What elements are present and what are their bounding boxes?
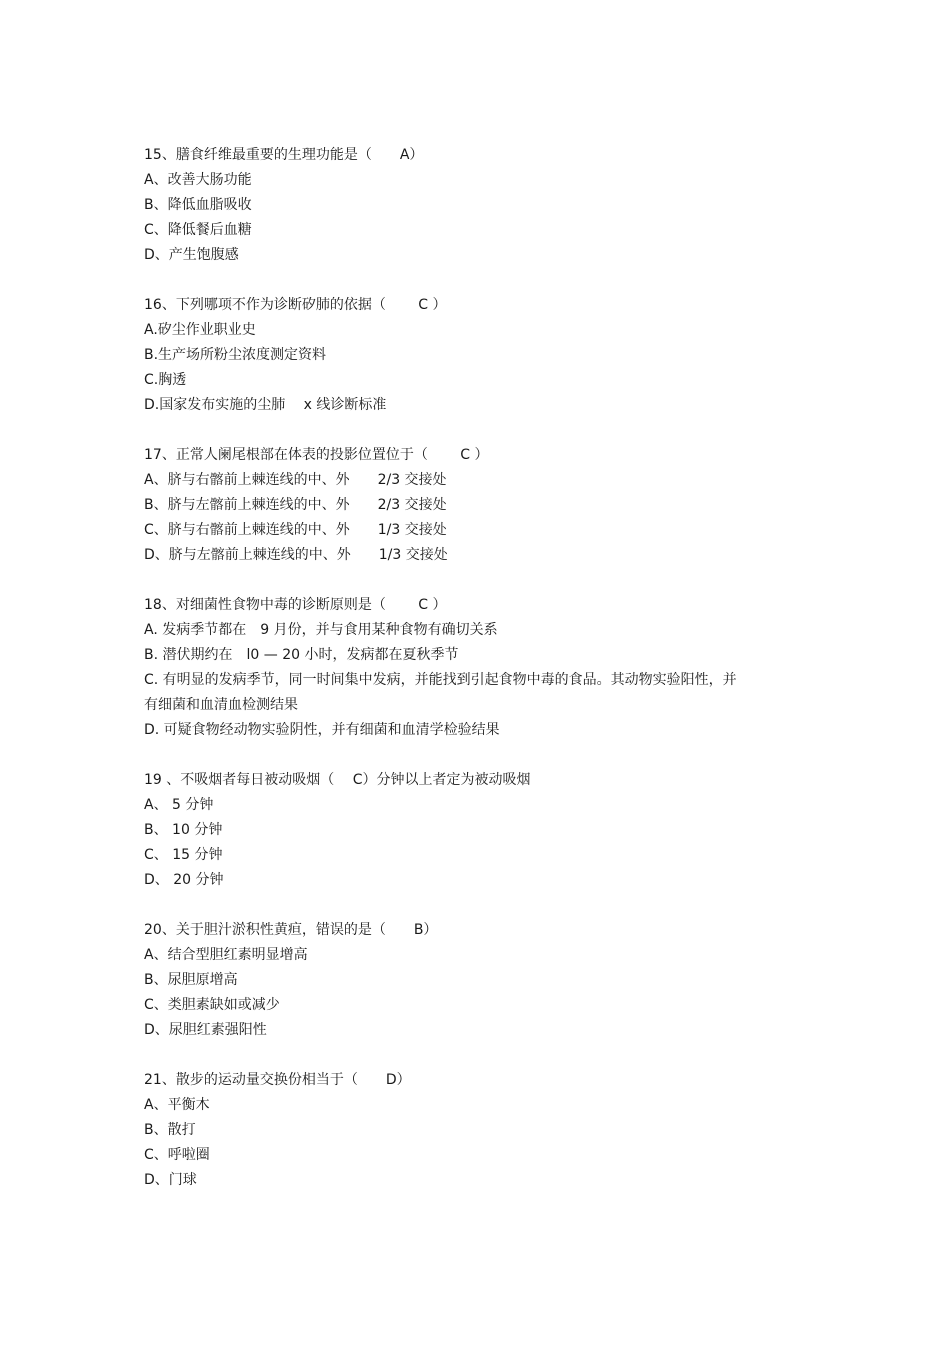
question-19 (144, 768, 744, 893)
question-16 (144, 293, 744, 418)
option-c: C.胸透 (144, 372, 187, 388)
option-d: D、产生饱腹感 (144, 247, 239, 263)
option-d: D、 20 分钟 (144, 872, 224, 888)
option-d: D. 可疑食物经动物实验阴性，并有细菌和血清学检验结果 (144, 722, 500, 738)
option-a: A. 发病季节都在 9 月份，并与食用某种食物有确切关系 (144, 622, 498, 638)
question-20 (144, 918, 744, 1043)
option-c: C、呼啦圈 (144, 1147, 210, 1163)
question-21 (144, 1068, 744, 1193)
option-b: B.生产场所粉尘浓度测定资料 (144, 347, 327, 363)
option-c: C、类胆素缺如或减少 (144, 997, 280, 1013)
option-a: A.矽尘作业职业史 (144, 322, 256, 338)
option-b: B、脐与左髂前上棘连线的中、外 2/3 交接处 (144, 497, 447, 513)
option-c: C、 15 分钟 (144, 847, 223, 863)
option-a: A、结合型胆红素明显增高 (144, 947, 308, 963)
option-d: D、门球 (144, 1172, 197, 1188)
option-c: C. 有明显的发病季节，同一时间集中发病，并能找到引起食物中毒的食品。其动物实验阳性，并有细菌和血清血检测结果 (144, 672, 737, 713)
question-stem: 15、膳食纤维最重要的生理功能是（ A） (144, 147, 424, 163)
question-stem: 17、正常人阑尾根部在体表的投影位置位于（ C ） (144, 447, 489, 463)
question-18 (144, 593, 744, 743)
question-15 (144, 143, 744, 268)
option-d: D、尿胆红素强阳性 (144, 1022, 267, 1038)
option-d: D、脐与左髂前上棘连线的中、外 1/3 交接处 (144, 547, 448, 563)
option-d: D.国家发布实施的尘肺 x 线诊断标准 (144, 397, 387, 413)
option-b: B、 10 分钟 (144, 822, 223, 838)
question-17 (144, 443, 744, 568)
option-b: B. 潜伏期约在 l0 — 20 小时，发病都在夏秋季节 (144, 647, 459, 663)
question-list (144, 143, 744, 1218)
question-stem: 16、下列哪项不作为诊断矽肺的依据（ C ） (144, 297, 447, 313)
question-stem: 19 、不吸烟者每日被动吸烟（ C）分钟以上者定为被动吸烟 (144, 772, 531, 788)
question-stem: 18、对细菌性食物中毒的诊断原则是（ C ） (144, 597, 447, 613)
option-a: A、脐与右髂前上棘连线的中、外 2/3 交接处 (144, 472, 447, 488)
option-a: A、平衡木 (144, 1097, 210, 1113)
option-c: C、降低餐后血糖 (144, 222, 252, 238)
option-c: C、脐与右髂前上棘连线的中、外 1/3 交接处 (144, 522, 447, 538)
question-stem: 20、关于胆汁淤积性黄疸，错误的是（ B） (144, 922, 438, 938)
question-stem: 21、散步的运动量交换份相当于（ D） (144, 1072, 411, 1088)
option-a: A、 5 分钟 (144, 797, 214, 813)
option-b: B、尿胆原增高 (144, 972, 238, 988)
option-b: B、降低血脂吸收 (144, 197, 252, 213)
option-a: A、改善大肠功能 (144, 172, 252, 188)
option-b: B、散打 (144, 1122, 196, 1138)
